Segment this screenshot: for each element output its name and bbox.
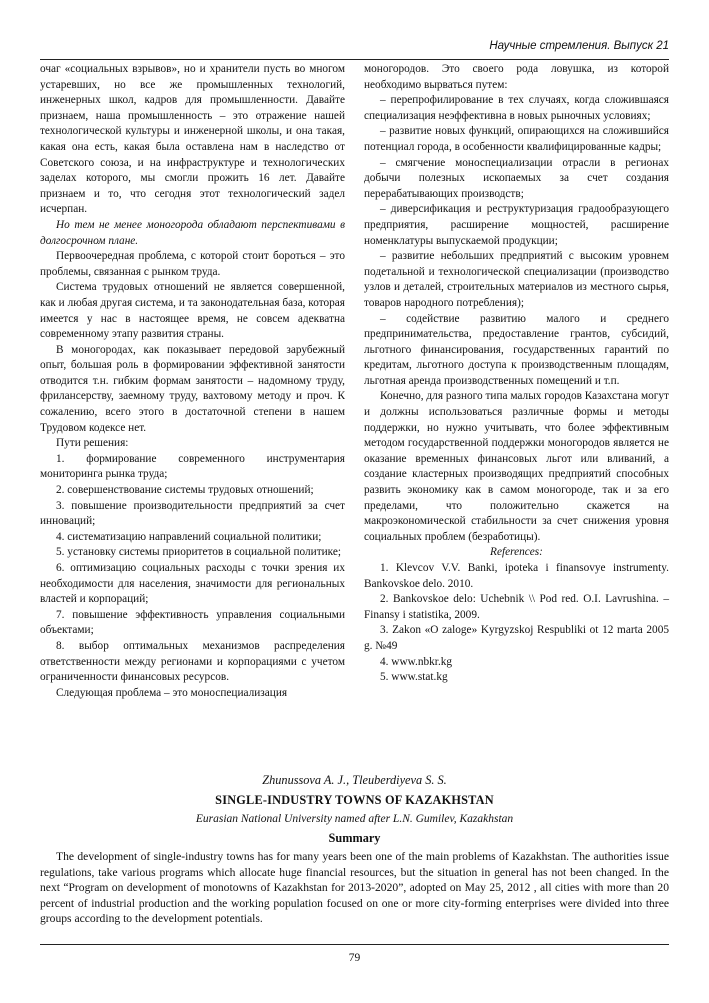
reference-item: 2. Bankovskoe delo: Uchebnik \\ Pod red. O.I. Lavrushina. – Finansy i statistika, 2009. xyxy=(364,593,669,621)
running-title: Научные стремления. Выпуск 21 xyxy=(489,40,669,52)
left-column xyxy=(40,62,345,701)
paragraph: Система трудовых отношений не является совершенной, как и любая другая система, и та законодательная база, которая имеется у нас в настоящее время, не совсем адекватна современному этапу развития страны. xyxy=(40,281,345,341)
paragraph: Первоочередная проблема, с которой стоит бороться – это проблемы, связанная с рынком труда. xyxy=(40,250,345,278)
reference-item: 5. www.stat.kg xyxy=(380,671,448,684)
paragraph: 5. установку системы приоритетов в социальной политике; xyxy=(56,546,342,559)
paragraph: 3. повышение производительности предприятий за счет инноваций; xyxy=(40,499,345,528)
header-rule xyxy=(40,59,669,60)
abstract-title: SINGLE-INDUSTRY TOWNS OF KAZAKHSTAN xyxy=(215,793,494,807)
reference-item: 4. www.nbkr.kg xyxy=(380,655,453,668)
paragraph: 2. совершенствование системы трудовых отношений; xyxy=(56,484,314,497)
reference-item: 3. Zakon «O zaloge» Kyrgyzskoj Respubliki ot 12 marta 2005 g. №49 xyxy=(364,624,669,652)
paragraph: – развитие новых функций, опирающихся на сложившийся потенциал города, в особенности квалифицированные кадры; xyxy=(364,125,669,153)
reference-item: 1. Klevcov V.V. Banki, ipoteka i finansovye instrumenty. Bankovskoe delo. 2010. xyxy=(364,562,669,590)
references-heading: References: xyxy=(490,546,543,559)
abstract-affiliation: Eurasian National University named after L.N. Gumilev, Kazakhstan xyxy=(195,813,514,825)
paragraph: 1. формирование современного инструментария мониторинга рынка труда; xyxy=(40,452,345,481)
paragraph: Но тем не менее моногорода обладают перспективами в долгосрочном плане. xyxy=(40,218,345,247)
paragraph: – развитие небольших предприятий с высоким уровнем подетальной и технологической специализации (производство узлов и деталей, строительных материалов из местного сырья, товаров народного потребления); xyxy=(364,250,669,309)
right-column xyxy=(364,62,669,686)
two-column-body xyxy=(40,62,669,767)
paragraph: очаг «социальных взрывов», но и хранители пусть во многом устаревших, но все же промышленных технологий, инженерных школ, кадров для промышленности. Давайте признаем, наша промышленность – это отражение нашей технологической культуры и инженерной школы, и она такая, какая она есть, какая была оставлена нам в наследство от Советского союза, и на инфраструктуре и технологических заделах которого, мы смогли прожить 16 лет. Давайте признаем и то, что сегодня этот технологический задел исчерпан. xyxy=(40,63,345,216)
abstract-authors: Zhunussova A. J., Tleuberdiyeva S. S. xyxy=(262,773,447,787)
paragraph: 7. повышение эффективность управления социальными объектами; xyxy=(40,608,345,637)
page-number: 79 xyxy=(348,952,361,964)
paragraph: – смягчение моноспециализации отрасли в регионах добычи полезных ископаемых за счет создания перерабатывающих производств; xyxy=(364,156,669,200)
paragraph: Следующая проблема – это моноспециализация xyxy=(56,686,288,699)
paragraph: 4. систематизацию направлений социальной политики; xyxy=(56,530,322,543)
references-list xyxy=(364,561,669,686)
summary-text: The development of single-industry towns has for many years been one of the main problems of Kazakhstan. The authorities issue regulations, take various programs which allocate huge financial resources, but the situation in general has not been changed. In the next “Program on development of monotowns of Kazakhstan for 2013-2020”, adopted on May 25, 2012 , all cities with more than 20 percent of industrial production and the working population focused on one or more city-forming enterprises were divided into three groups according to the development potentials. xyxy=(40,850,669,925)
summary-heading: Summary xyxy=(328,831,381,845)
paragraph: 8. выбор оптимальных механизмов распределения ответственности между регионами и корпорациями с учетом ограниченности финансовых ресурсов. xyxy=(40,639,345,684)
paragraph: моногородов. Это своего рода ловушка, из которой необходимо вырваться путем: xyxy=(364,63,669,91)
footer-rule xyxy=(40,944,669,945)
paragraph: В моногородах, как показывает передовой зарубежный опыт, большая роль в формировании эффективной занятости отводится т.н. гибким формам занятости – надомному труду, фрилансерству, заемному труду, вахтовому методу и проч. К сожалению, всего этого в достаточной степени в нашем Трудовом кодексе нет. xyxy=(40,343,345,434)
paragraph: 6. оптимизацию социальных расходы с точки зрения их необходимости для населения, значимости для региональных властей и корпораций; xyxy=(40,562,345,606)
right-column-paragraphs xyxy=(364,62,669,545)
paragraph: Пути решения: xyxy=(56,437,129,450)
paragraph: – диверсификация и реструктуризация градообразующего предприятия, расширение мощностей, расширение номенклатуры выпускаемой продукции; xyxy=(364,203,669,247)
paragraph: Конечно, для разного типа малых городов Казахстана могут и должны использоваться различные формы и методы поддержки, но нужно учитывать, что более эффективным методом государственной поддержки моногородов является не оказание временных финансовых льгот или вливаний, а создание кластерных производящих предприятий способных развить экономику как в самом моногороде, так и за его пределами, что положительно скажется на макроэкономической стабильности за счет снижения уровня социальных проблем (безработицы). xyxy=(364,390,669,543)
paragraph: – перепрофилирование в тех случаях, когда сложившаяся специализация неэффективна в новых рыночных условиях; xyxy=(364,94,669,122)
paragraph: – содействие развитию малого и среднего предпринимательства, предоставление грантов, субсидий, льготного финансирования, государственных гарантий по кредитам, льготного доступа к производственным площадям, льготная аренда производственных помещений и т.п. xyxy=(364,312,669,387)
